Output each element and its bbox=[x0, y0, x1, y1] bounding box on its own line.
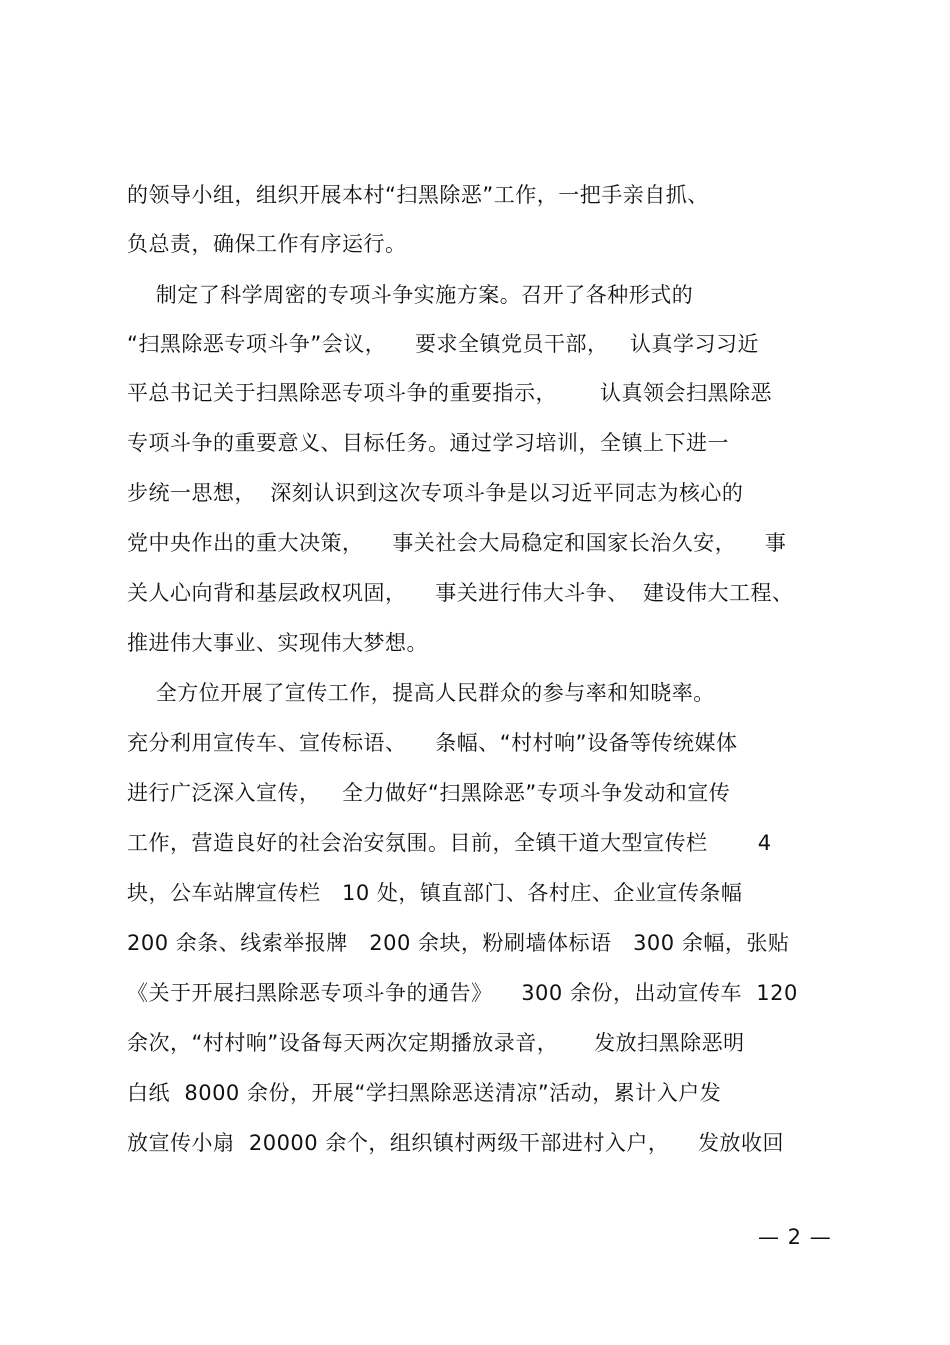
text-line: 全方位开展了宣传工作，提高人民群众的参与率和知晓率。 bbox=[127, 681, 715, 705]
text-line: 充分利用宣传车、宣传标语、 条幅、“村村响”设备等传统媒体 bbox=[127, 731, 738, 755]
text-line: 《关于开展扫黑除恶专项斗争的通告》 300 余份，出动宣传车 120 bbox=[127, 981, 798, 1005]
text-line: 关人心向背和基层政权巩固， 事关进行伟大斗争、 建设伟大工程、 bbox=[127, 581, 794, 605]
text-line: 党中央作出的重大决策， 事关社会大局稳定和国家长治久安， 事 bbox=[127, 531, 787, 555]
text-line: 负总责，确保工作有序运行。 bbox=[127, 232, 407, 256]
text-line: “扫黑除恶专项斗争”会议， 要求全镇党员干部， 认真学习习近 bbox=[127, 332, 759, 356]
text-line: 200 余条、线索举报牌 200 余块，粉刷墙体标语 300 余幅，张贴 bbox=[127, 931, 790, 955]
page-number: — 2 — bbox=[758, 1225, 832, 1249]
text-line: 余次，“村村响”设备每天两次定期播放录音， 发放扫黑除恶明 bbox=[127, 1031, 745, 1055]
text-line: 工作，营造良好的社会治安氛围。目前，全镇干道大型宣传栏 4 bbox=[127, 831, 772, 855]
text-line: 放宣传小扇 20000 余个，组织镇村两级干部进村入户， 发放收回 bbox=[127, 1131, 785, 1155]
text-line: 块，公车站牌宣传栏 10 处，镇直部门、各村庄、企业宣传条幅 bbox=[127, 881, 743, 905]
text-line: 白纸 8000 余份，开展“学扫黑除恶送清凉”活动，累计入户发 bbox=[127, 1081, 722, 1105]
text-line: 推进伟大事业、实现伟大梦想。 bbox=[127, 631, 428, 655]
text-line: 进行广泛深入宣传， 全力做好“扫黑除恶”专项斗争发动和宣传 bbox=[127, 781, 731, 805]
text-line: 的领导小组，组织开展本村“扫黑除恶”工作，一把手亲自抓、 bbox=[127, 183, 709, 207]
text-line: 平总书记关于扫黑除恶专项斗争的重要指示， 认真领会扫黑除恶 bbox=[127, 381, 773, 405]
text-line: 步统一思想， 深刻认识到这次专项斗争是以习近平同志为核心的 bbox=[127, 481, 744, 505]
text-line: 专项斗争的重要意义、目标任务。通过学习培训，全镇上下进一 bbox=[127, 431, 729, 455]
text-line: 制定了科学周密的专项斗争实施方案。召开了各种形式的 bbox=[127, 283, 694, 307]
